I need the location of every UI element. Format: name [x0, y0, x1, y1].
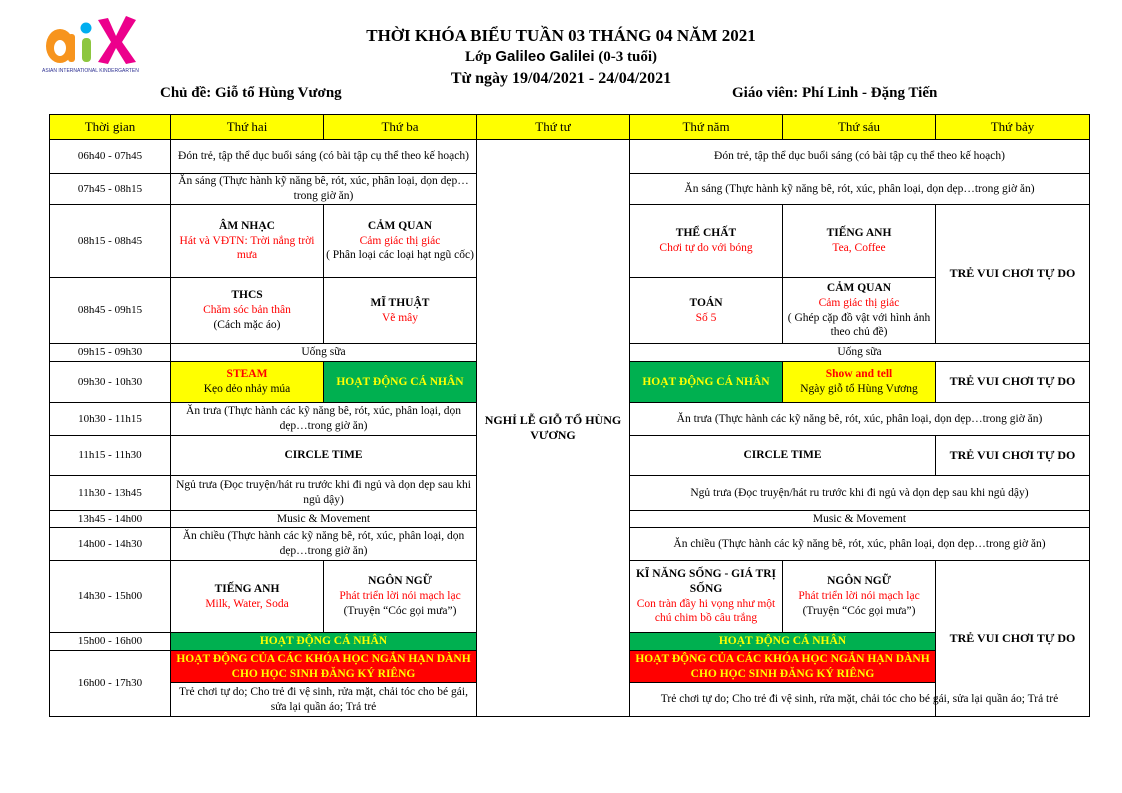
class-line — [0, 48, 1122, 66]
subject-note: ( Phân loại các loại hạt ngũ cốc) — [326, 249, 474, 262]
subject-label: THỂ CHẤT — [675, 227, 737, 240]
cell-circle-mon-tue: CIRCLE TIME — [171, 436, 477, 476]
cell-nap-mon-tue: Ngủ trưa (Đọc truyện/hát ru trước khi đi ngủ và dọn dẹp sau khi ngủ dậy) — [171, 476, 477, 511]
cell-fri-english — [783, 205, 936, 278]
cell-lunch-mon-tue: Ăn trưa (Thực hành các kỹ năng bê, rót, xúc, phân loại, dọn dẹp…trong giờ ăn) — [171, 403, 477, 436]
cell-short-courses-thu-fri: HOẠT ĐỘNG CỦA CÁC KHÓA HỌC NGẮN HẠN DÀNH CHO HỌC SINH ĐĂNG KÝ RIÊNG — [630, 651, 936, 683]
subject-detail: Kẹo dẻo nhảy múa — [203, 383, 291, 395]
subject-label: KĨ NĂNG SỐNG - GIÁ TRỊ SỐNG — [635, 568, 777, 595]
subject-detail: Con tràn đầy hi vọng như một chú chim bồ câu trắng — [636, 597, 776, 625]
cell-breakfast-mon-tue: Ăn sáng (Thực hành kỹ năng bê, rót, xúc, phân loại, dọn dẹp…trong giờ ăn) — [171, 174, 477, 205]
cell-lunch-thu-sat: Ăn trưa (Thực hành các kỹ năng bê, rót, xúc, phân loại, dọn dẹp…trong giờ ăn) — [630, 403, 1090, 436]
cell-pickup-thu-sat: Trẻ chơi tự do; Cho trẻ đi vệ sinh, rửa mặt, chải tóc cho bé gái, sửa lại quần áo; Trả trẻ — [630, 683, 1090, 717]
cell-arrival-mon-tue: Đón trẻ, tập thể dục buổi sáng (có bài tập cụ thể theo kế hoạch) — [171, 140, 477, 174]
subject-label: THCS — [231, 289, 263, 302]
subject-detail: Vẽ mây — [381, 311, 419, 324]
col-tuesday: Thứ ba — [324, 115, 477, 140]
cell-sat-free-play: TRẺ VUI CHƠI TỰ DO — [936, 205, 1090, 344]
cell-tue-art — [324, 278, 477, 344]
subject-note: (Cách mặc áo) — [213, 318, 281, 331]
subject-detail: Cảm giác thị giác — [359, 234, 441, 247]
col-friday: Thứ sáu — [783, 115, 936, 140]
cell-fri-show-tell — [783, 362, 936, 403]
cell-short-courses-mon-tue: HOẠT ĐỘNG CỦA CÁC KHÓA HỌC NGẮN HẠN DÀNH CHO HỌC SINH ĐĂNG KÝ RIÊNG — [171, 651, 477, 683]
time-cell: 10h30 - 11h15 — [50, 403, 171, 436]
subject-label: STEAM — [226, 368, 268, 381]
subject-detail: Phát triển lời nói mạch lạc — [339, 590, 461, 603]
cell-thu-individual: HOẠT ĐỘNG CÁ NHÂN — [630, 362, 783, 403]
subject-label: ÂM NHẠC — [219, 219, 275, 232]
time-cell: 09h15 - 09h30 — [50, 344, 171, 362]
cell-mon-steam — [171, 362, 324, 403]
cell-mon-english — [171, 561, 324, 633]
time-cell: 08h45 - 09h15 — [50, 278, 171, 344]
cell-arrival-thu-sat: Đón trẻ, tập thể dục buổi sáng (có bài tập cụ thể theo kế hoạch) — [630, 140, 1090, 174]
subject-detail: Ngày giỗ tổ Hùng Vương — [800, 383, 918, 395]
cell-individual-mon-tue: HOẠT ĐỘNG CÁ NHÂN — [171, 633, 477, 651]
cell-individual-thu-fri: HOẠT ĐỘNG CÁ NHÂN — [630, 633, 936, 651]
time-cell: 14h00 - 14h30 — [50, 528, 171, 561]
time-cell: 11h15 - 11h30 — [50, 436, 171, 476]
time-cell: 11h30 - 13h45 — [50, 476, 171, 511]
col-saturday: Thứ bảy — [936, 115, 1090, 140]
cell-sat-free-play: TRẺ VUI CHƠI TỰ DO — [936, 561, 1090, 717]
col-monday: Thứ hai — [171, 115, 324, 140]
cell-thu-math — [630, 278, 783, 344]
cell-mon-selfcare — [171, 278, 324, 344]
cell-milk-mon-tue: Uống sữa — [171, 344, 477, 362]
subject-label: TIẾNG ANH — [214, 582, 280, 595]
cell-snack-thu-sat: Ăn chiều (Thực hành các kỹ năng bê, rót, xúc, phân loại, dọn dẹp…trong giờ ăn) — [630, 528, 1090, 561]
time-cell: 16h00 - 17h30 — [50, 651, 171, 717]
time-cell: 15h00 - 16h00 — [50, 633, 171, 651]
header-row — [50, 115, 1090, 140]
cell-fri-sensory — [783, 278, 936, 344]
page-title: THỜI KHÓA BIỂU TUẦN 03 THÁNG 04 NĂM 2021 — [366, 26, 756, 45]
cell-breakfast-thu-sat: Ăn sáng (Thực hành kỹ năng bê, rót, xúc, phân loại, dọn dẹp…trong giờ ăn) — [630, 174, 1090, 205]
col-thursday: Thứ năm — [630, 115, 783, 140]
class-age: (0-3 tuổi) — [594, 49, 658, 65]
subject-label: Show and tell — [825, 368, 893, 381]
logo-caption: ASIAN INTERNATIONAL KINDERGARTEN — [42, 68, 139, 74]
subject-label: TIẾNG ANH — [826, 227, 892, 240]
subject-detail: Chăm sóc bản thân — [203, 304, 291, 317]
teacher-label: Giáo viên: Phí Linh - Đặng Tiến — [732, 85, 938, 101]
cell-tue-language — [324, 561, 477, 633]
subject-label: CẢM QUAN — [367, 219, 433, 232]
time-cell: 07h45 - 08h15 — [50, 174, 171, 205]
cell-sat-free-play: TRẺ VUI CHƠI TỰ DO — [936, 362, 1090, 403]
class-prefix: Lớp — [464, 49, 496, 65]
class-name: Galileo Galilei — [495, 48, 595, 65]
subject-detail: Phát triển lời nói mạch lạc — [798, 590, 920, 603]
time-cell: 06h40 - 07h45 — [50, 140, 171, 174]
subject-note: (Truyện “Cóc gọi mưa”) — [802, 604, 916, 617]
cell-music-mon-tue: Music & Movement — [171, 511, 477, 528]
time-cell: 09h30 - 10h30 — [50, 362, 171, 403]
subject-note: ( Ghép cặp đồ vật với hình ảnh theo chủ đề) — [787, 311, 931, 339]
cell-tue-sensory — [324, 205, 477, 278]
date-range: Từ ngày 19/04/2021 - 24/04/2021 — [450, 70, 672, 87]
cell-tue-individual: HOẠT ĐỘNG CÁ NHÂN — [324, 362, 477, 403]
subject-label: NGÔN NGỮ — [827, 575, 891, 588]
cell-thu-lifeskills — [630, 561, 783, 633]
cell-mon-music — [171, 205, 324, 278]
cell-sat-free-play: TRẺ VUI CHƠI TỰ DO — [936, 436, 1090, 476]
subject-label: MĨ THUẬT — [370, 296, 430, 309]
subject-detail: Chơi tự do với bóng — [659, 242, 753, 254]
subject-detail: Hát và VĐTN: Trời nắng trời mưa — [179, 234, 315, 262]
subject-label: CẢM QUAN — [826, 282, 892, 295]
time-cell: 13h45 - 14h00 — [50, 511, 171, 528]
time-cell: 14h30 - 15h00 — [50, 561, 171, 633]
col-time: Thời gian — [50, 115, 171, 140]
cell-nap-thu-sat: Ngủ trưa (Đọc truyện/hát ru trước khi đi ngủ và dọn dẹp sau khi ngủ dậy) — [630, 476, 1090, 511]
time-cell: 08h15 - 08h45 — [50, 205, 171, 278]
subject-detail: Cảm giác thị giác — [818, 296, 900, 309]
subject-note: (Truyện “Cóc gọi mưa”) — [343, 604, 457, 617]
topic-label: Chủ đề: Giỗ tổ Hùng Vương — [160, 85, 342, 101]
subject-detail: Tea, Coffee — [832, 242, 886, 254]
cell-thu-pe — [630, 205, 783, 278]
subject-label: TOÁN — [689, 296, 723, 309]
subject-label: NGÔN NGỮ — [368, 575, 432, 588]
cell-holiday-wednesday: NGHỈ LỄ GIỖ TỔ HÙNG VƯƠNG — [477, 140, 630, 717]
cell-snack-mon-tue: Ăn chiều (Thực hành các kỹ năng bê, rót, xúc, phân loại, dọn dẹp…trong giờ ăn) — [171, 528, 477, 561]
cell-fri-language — [783, 561, 936, 633]
schedule-table — [49, 114, 1090, 717]
cell-pickup-mon-tue: Trẻ chơi tự do; Cho trẻ đi vệ sinh, rửa mặt, chải tóc cho bé gái, sửa lại quần áo; Trả trẻ — [171, 683, 477, 717]
cell-milk-thu-sat: Uống sữa — [630, 344, 1090, 362]
col-wednesday: Thứ tư — [477, 115, 630, 140]
cell-circle-thu-fri: CIRCLE TIME — [630, 436, 936, 476]
subject-detail: Số 5 — [695, 311, 717, 324]
subject-detail: Milk, Water, Soda — [205, 597, 289, 610]
cell-music-thu-sat: Music & Movement — [630, 511, 1090, 528]
table-row — [50, 140, 1090, 174]
